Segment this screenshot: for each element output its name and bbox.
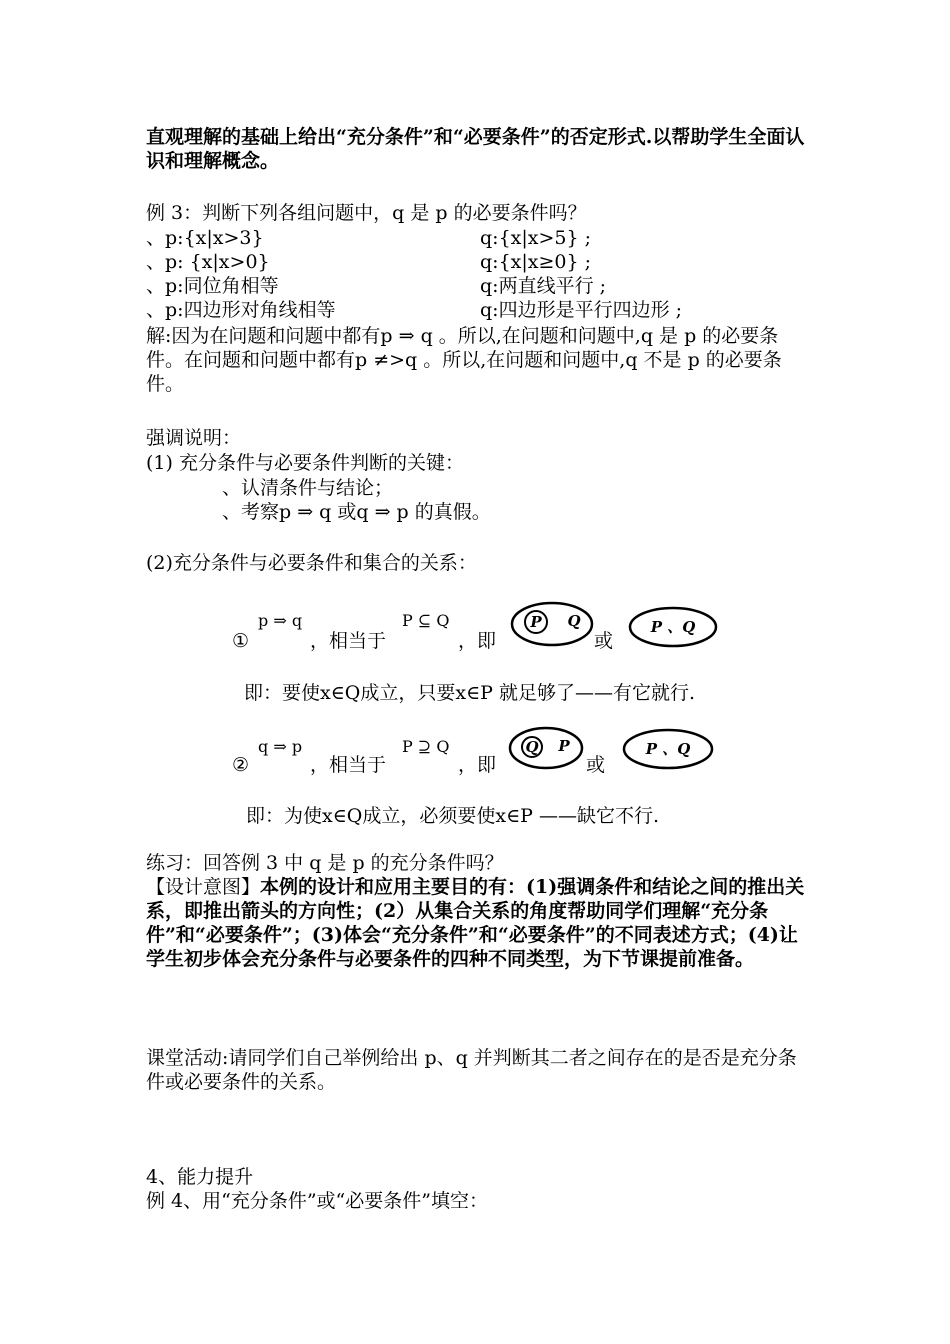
rel2-implication: q ⇒ p (258, 737, 303, 756)
example4-title: 例 4、用“充分条件”或“必要条件”填空： (146, 1190, 488, 1212)
rel2-venn-outer-ellipse (510, 728, 582, 768)
emphasis-item2: (2)充分条件与必要条件和集合的关系： (146, 552, 477, 574)
rel1-venn-equal-label: P 、Q (650, 618, 696, 636)
ex3-row4-p: 、p:四边形对角线相等 (146, 299, 336, 321)
rel2-venn-equal-label: P 、Q (645, 740, 691, 758)
classroom-activity: 课堂活动:请同学们自己举例给出 p、q 并判断其二者之间存在的是否是充分条件或必要条件的关系。 (146, 1047, 797, 1093)
rel1-venn-outer-label: Q (567, 612, 581, 630)
ex3-row4-q: q:四边形是平行四边形 ; (480, 299, 683, 321)
rel1-equivalent-text: ，相当于 (310, 630, 387, 652)
emphasis-item1: (1) 充分条件与必要条件判断的关键： (146, 452, 464, 474)
rel1-implication: p ⇒ q (258, 611, 303, 630)
ex3-row3-p: 、p:同位角相等 (146, 275, 279, 297)
rel1-subset: P ⊆ Q (402, 611, 450, 630)
rel1-venn-inner-label: P (530, 613, 542, 631)
rel1-ji-text: ，即 (458, 630, 497, 652)
rel1-venn-equal (628, 606, 718, 648)
design-intent-label: 【设计意图】 (146, 876, 261, 898)
practice-question: 练习：回答例 3 中 q 是 p 的充分条件吗？ (146, 852, 504, 874)
rel2-number: ② (232, 754, 250, 776)
rel2-venn-outer-label: P (558, 737, 570, 755)
rel1-or-text: 或 (594, 630, 614, 652)
intro-paragraph: 直观理解的基础上给出“充分条件”和“必要条件”的否定形式.以帮助学生全面认识和理解概念。 (146, 126, 805, 172)
ex3-row1-p: 、p:{x|x>3} (146, 227, 264, 249)
rel2-note: 即：为使x∈Q成立，必须要使x∈P ——缺它不行. (246, 805, 660, 827)
ex3-row2-q: q:{x|x≥0} ; (480, 251, 592, 273)
ex3-row2-p: 、p: {x|x>0} (146, 251, 270, 273)
design-intent-paragraph (146, 875, 814, 971)
emphasis-title: 强调说明： (146, 427, 242, 449)
rel1-venn-subset (510, 600, 594, 648)
rel2-ji-text: ，即 (458, 754, 497, 776)
rel2-superset: P ⊇ Q (402, 737, 450, 756)
rel2-equivalent-text: ，相当于 (310, 754, 387, 776)
rel1-number: ① (232, 630, 250, 652)
rel2-or-text: 或 (586, 754, 606, 776)
section-4-heading: 4、能力提升 (146, 1166, 254, 1188)
ex3-row3-q: q:两直线平行 ; (480, 275, 607, 297)
example3-title: 例 3：判断下列各组问题中，q 是 p 的必要条件吗？ (146, 202, 587, 224)
ex3-row1-q: q:{x|x>5} ; (480, 227, 592, 249)
ex3-solution: 解:因为在问题和问题中都有p ⇒ q 。所以,在问题和问题中,q 是 p 的必要条件。在问题和问题中都有p ≠>q 。所以,在问题和问题中,q 不是 p 的必要条件。 (146, 325, 782, 395)
rel2-venn-superset (508, 725, 584, 771)
emphasis-sub2: 、考察p ⇒ q 或q ⇒ p 的真假。 (222, 501, 491, 523)
rel2-venn-equal (622, 728, 714, 770)
design-intent-text: 本例的设计和应用主要目的有：(1)强调条件和结论之间的推出关系，即推出箭头的方向性；(2）从集合关系的角度帮助同学们理解“充分条件”和“必要条件”；(3)体会“充分条件”和“必要条件”的不同表述方式；(4)让学生初步体会充分条件与必要条件的四种不同类型，为下节课提前准备。 (146, 876, 805, 970)
rel2-venn-inner-label: Q (525, 738, 539, 756)
emphasis-sub1: 、认清条件与结论； (222, 477, 394, 499)
rel1-note: 即：要使x∈Q成立，只要x∈P 就足够了——有它就行. (244, 682, 696, 704)
